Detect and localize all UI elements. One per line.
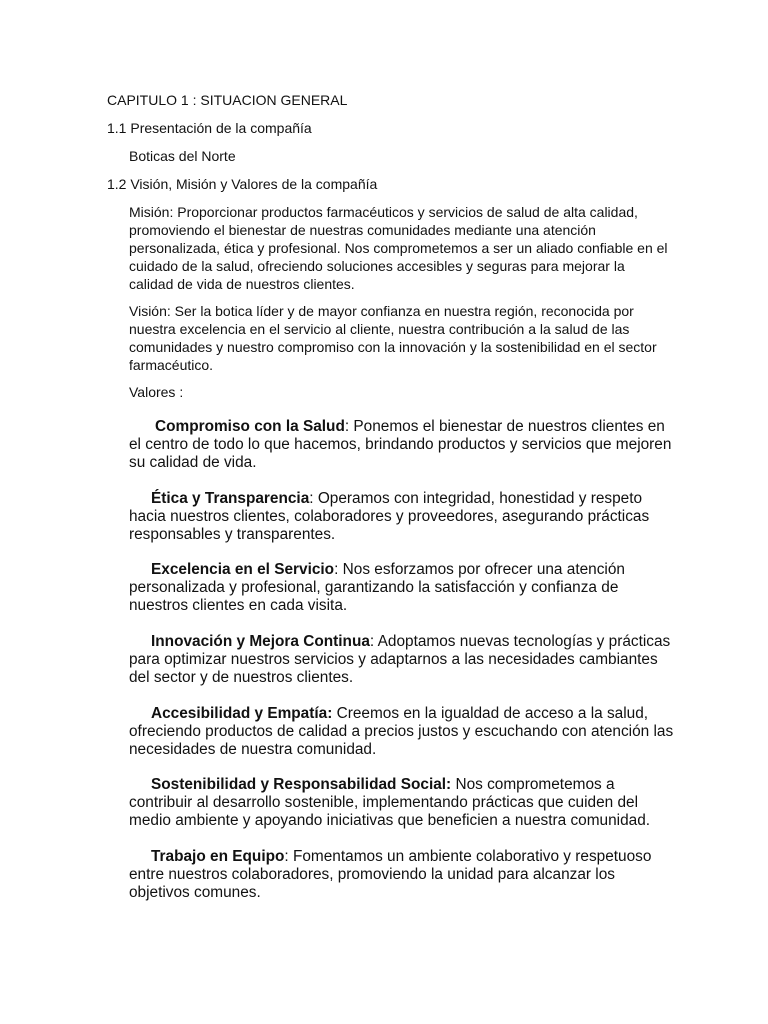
valor-text: Nos comprometemos a contribuir al desarrollo sostenible, implementando prácticas que cuiden del medio ambiente y apoyando iniciativas que beneficien a nuestra comunidad. <box>129 776 651 829</box>
valor-item <box>129 418 674 472</box>
valor-text: Fomentamos un ambiente colaborativo y respetuoso entre nuestros colaboradores, promoviendo la unidad para alcanzar los objetivos comunes. <box>129 848 652 901</box>
valor-title: Accesibilidad y Empatía: <box>151 705 333 722</box>
valor-separator: : <box>344 418 350 435</box>
valor-item <box>129 561 674 615</box>
valor-text: Operamos con integridad, honestidad y respeto hacia nuestros clientes, colaboradores y proveedores, asegurando prácticas responsables y transparentes. <box>129 490 650 543</box>
valor-text: Ponemos el bienestar de nuestros clientes en el centro de todo lo que hacemos, brindando productos y servicios que mejoren su calidad de vida. <box>129 418 672 471</box>
section-heading-1-2: 1.2 Visión, Misión y Valores de la compañía <box>107 176 378 192</box>
valores-label: Valores : <box>129 384 184 400</box>
valor-title: Innovación y Mejora Continua <box>151 633 370 650</box>
section-heading-1-1: 1.1 Presentación de la compañía <box>107 120 312 136</box>
valor-title: Ética y Transparencia <box>151 490 310 507</box>
vision-paragraph: Visión: Ser la botica líder y de mayor confianza en nuestra región, reconocida por nuestra excelencia en el servicio al cliente, nuestra contribución a la salud de las comunidades y nuestro compromiso con la innovación y la sostenibilidad en el sector farmacéutico. <box>129 303 657 373</box>
company-name: Boticas del Norte <box>129 148 236 164</box>
valor-item <box>129 848 674 902</box>
valor-text: Adoptamos nuevas tecnologías y prácticas para optimizar nuestros servicios y adaptarnos a las necesidades cambiantes del sector y de nuestros clientes. <box>129 633 671 686</box>
chapter-title: CAPITULO 1 : SITUACION GENERAL <box>107 92 348 108</box>
valor-title: Sostenibilidad y Responsabilidad Social: <box>151 776 452 793</box>
valor-title: Trabajo en Equipo <box>151 848 285 865</box>
valor-separator: : <box>334 561 339 578</box>
valor-title: Compromiso con la Salud <box>155 418 345 435</box>
valor-item <box>129 633 674 687</box>
valor-separator: : <box>369 633 375 650</box>
valor-text: Creemos en la igualdad de acceso a la salud, ofreciendo productos de calidad a precios justos y escuchando con atención las necesidades de nuestra comunidad. <box>129 705 674 758</box>
valor-title: Excelencia en el Servicio <box>151 561 335 578</box>
valor-separator: : <box>284 848 289 865</box>
valor-item <box>129 776 674 830</box>
valor-item <box>129 705 674 759</box>
valor-separator: : <box>309 490 314 507</box>
mision-paragraph: Misión: Proporcionar productos farmacéuticos y servicios de salud de alta calidad, promoviendo el bienestar de nuestras comunidades mediante una atención personalizada, ética y profesional. Nos comprometemos a ser un aliado confiable en el cuidado de la salud, ofreciendo soluciones accesibles y seguras para mejorar la calidad de vida de nuestros clientes. <box>129 204 668 292</box>
valor-text: Nos esforzamos por ofrecer una atención personalizada y profesional, garantizando la satisfacción y confianza de nuestros clientes en cada visita. <box>129 561 625 614</box>
valor-item <box>129 490 674 544</box>
